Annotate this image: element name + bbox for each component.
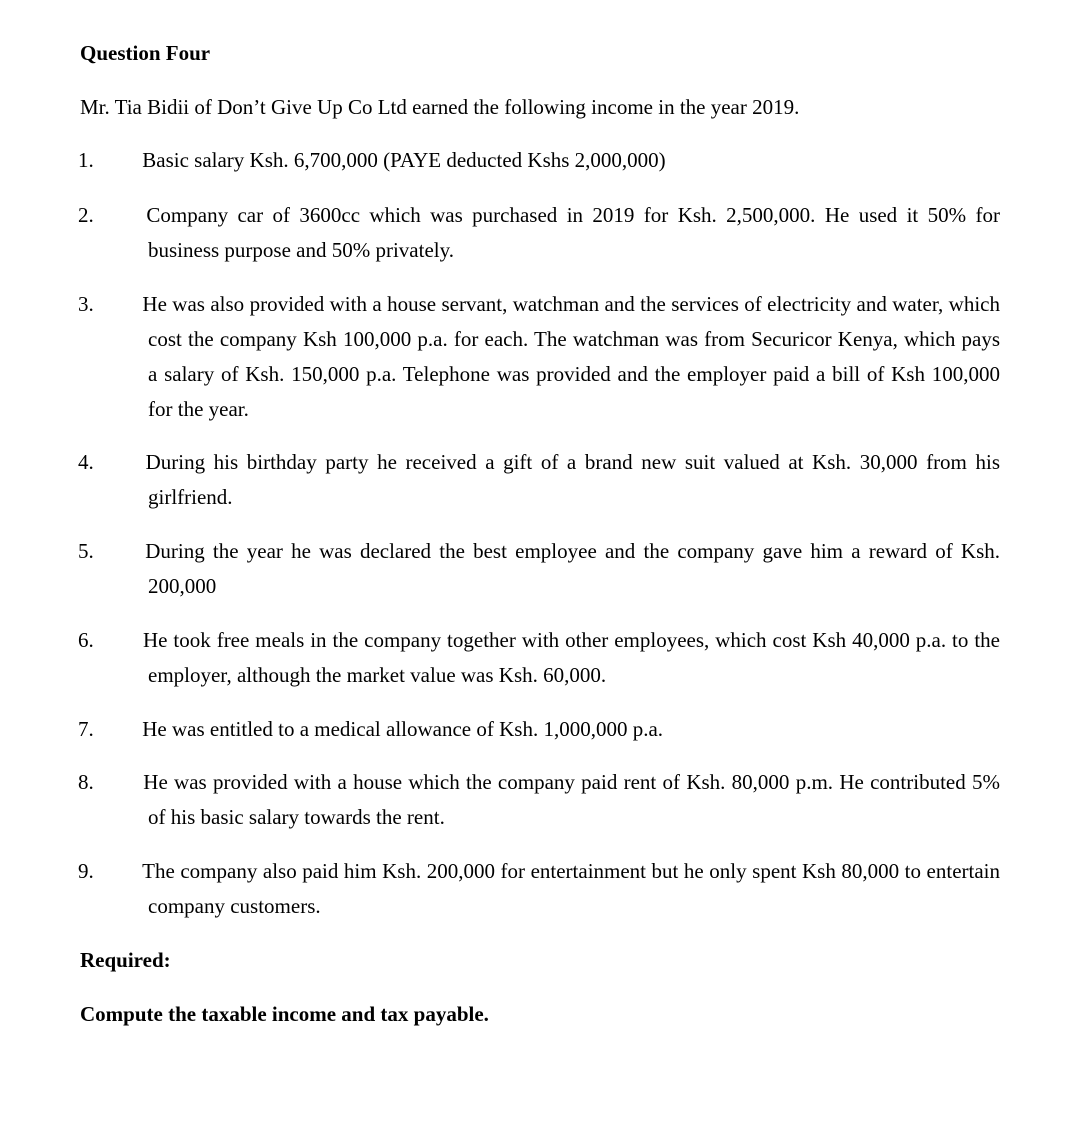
list-item <box>78 445 1000 515</box>
list-item-text: During his birthday party he received a gift of a brand new suit valued at Ksh. 30,000 from his girlfriend. <box>145 450 1000 509</box>
list-item-text: Basic salary Ksh. 6,700,000 (PAYE deducted Kshs 2,000,000) <box>142 148 666 172</box>
list-item-number: 4. <box>78 450 94 474</box>
list-item-text: He was provided with a house which the company paid rent of Ksh. 80,000 p.m. He contributed 5% of his basic salary towards the rent. <box>143 770 1000 829</box>
list-item <box>78 765 1000 835</box>
list-item <box>78 712 1000 747</box>
list-item-number: 5. <box>78 539 94 563</box>
list-item-number: 7. <box>78 717 94 741</box>
list-item-text: He took free meals in the company together with other employees, which cost Ksh 40,000 p.a. to the employer, although the market value was Ksh. 60,000. <box>142 628 1001 687</box>
intro-paragraph: Mr. Tia Bidii of Don’t Give Up Co Ltd earned the following income in the year 2019. <box>80 95 800 119</box>
list-item-number: 6. <box>78 628 94 652</box>
list-item-number: 8. <box>78 770 94 794</box>
list-item-number: 1. <box>78 148 94 172</box>
list-item-number: 3. <box>78 292 94 316</box>
list-item-number: 2. <box>78 203 94 227</box>
list-item-text: He was entitled to a medical allowance of Ksh. 1,000,000 p.a. <box>142 717 664 741</box>
list-item <box>78 143 1000 178</box>
list-item-text: He was also provided with a house servant, watchman and the services of electricity and water, which cost the company Ksh 100,000 p.a. for each. The watchman was from Securicor Kenya, which pays a salary of Ksh. 150,000 p.a. Telephone was provided and the employer paid a bill of Ksh 100,000 for the year. <box>142 292 1000 421</box>
list-item-text: During the year he was declared the best employee and the company gave him a reward of Ksh. 200,000 <box>145 539 1000 598</box>
list-item <box>78 198 1001 268</box>
list-item <box>78 854 1001 924</box>
list-item <box>78 287 1000 427</box>
list-item-text: The company also paid him Ksh. 200,000 for entertainment but he only spent Ksh 80,000 to entertain company customers. <box>142 859 1001 918</box>
question-heading: Question Four <box>80 41 211 65</box>
list-item-number: 9. <box>78 859 94 883</box>
instruction-text: Compute the taxable income and tax payable. <box>80 1002 489 1026</box>
list-item <box>78 623 1001 693</box>
list-item-text: Company car of 3600cc which was purchased in 2019 for Ksh. 2,500,000. He used it 50% for business purpose and 50% privately. <box>146 203 1001 262</box>
list-item <box>78 534 1000 604</box>
required-label: Required: <box>80 948 171 972</box>
